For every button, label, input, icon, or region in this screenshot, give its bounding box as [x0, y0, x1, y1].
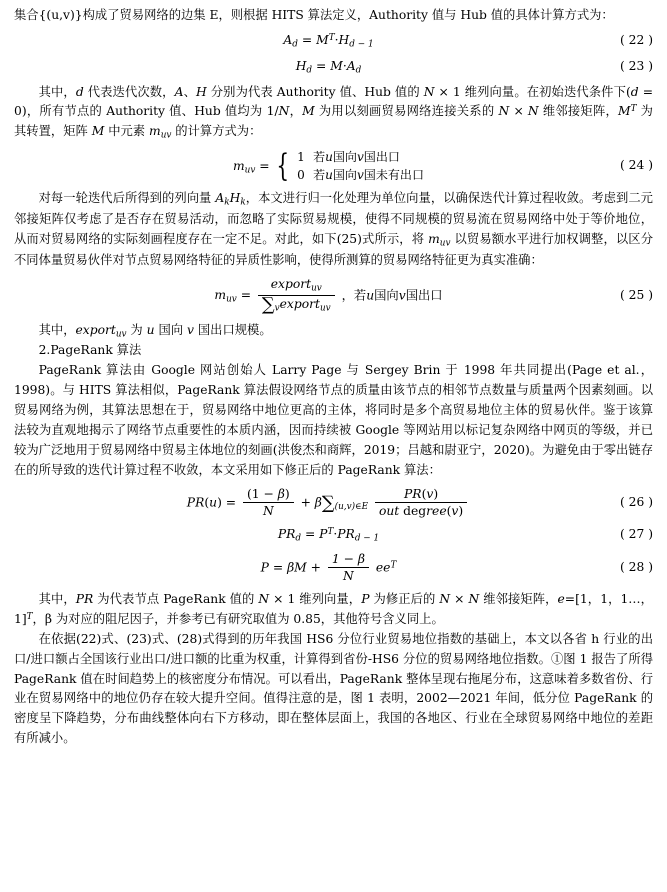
equation-24-number: ( 24 ) — [619, 158, 653, 173]
equation-26 — [14, 486, 653, 520]
paragraph-export-note: 其中，export$_{uv}$ 为 u 国向 v 国出口规模。 — [38, 322, 272, 340]
equation-27-number: ( 27 ) — [619, 527, 653, 542]
equation-24-case2-cond: 若u国向v国未有出口 — [313, 168, 425, 183]
paragraph-intro: 集合{(u,v)}构成了贸易网络的边集 E，则根据 HITS 算法定义，Authority 值与 Hub 值的具体计算方式为： — [14, 8, 614, 22]
equation-28-number: ( 28 ) — [619, 559, 653, 574]
equation-22-body: $A_d = M^T\cdot H_{d - 1}$ — [283, 32, 374, 50]
equation-24-case1-value: 1 — [297, 150, 305, 165]
paragraph-index-construction: 在依据(22)式、(23)式、(28)式得到的历年我国 HS6 分位行业贸易地位指数的基础上，本文以各省 h 行业的出口/进口额占全国该行业出口/进口额的比重为权重，计算得到省份-HS6 分位的贸易网络地位指数。①图 1 报告了所得 PageRank 值在时间趋势上的核密度分布情况。可以看出，PageRank 整体呈现右拖尾分布，这意味着多数省份、行业在贸易网络中的地位仍存在较大提升空间。值得注意的是，图 1 表明，2002—2021 年间，低分位 PageRank 的密度呈下降趋势，分布曲线整体向右下方移动，即在整体层面上，我国的各地区、行业在全球贸易网络中地位的差距有所减小。 — [14, 631, 653, 746]
equation-27-body: $PR_d = P^T\cdot PR_{d - 1}$ — [277, 526, 380, 544]
equation-23-number: ( 23 ) — [619, 59, 653, 74]
paragraph-pagerank-notation: 其中，PR 为代表节点 PageRank 值的 N × 1 维列向量，P 为修正后的 N × N 维邻接矩阵，e=[1，1，1…，1]$^T$，β 为对应的阻尼因子，并参考已有研究取值为 0.85，其他符号含义同上。 — [14, 591, 653, 626]
equation-25-fraction — [258, 276, 335, 316]
equation-25-number: ( 25 ) — [619, 287, 653, 302]
equation-25-condition: ，若u国向v国出口 — [341, 288, 443, 303]
equation-23-body: $H_d = M\cdot A_d$ — [295, 58, 362, 76]
section-title-pagerank: 2.PageRank 算法 — [38, 343, 142, 358]
equation-24 — [14, 148, 653, 184]
equation-28-body: P = βM + $\frac{1 - \beta}{N}$ $ee^T$ — [260, 551, 397, 584]
equation-26-number: ( 26 ) — [619, 494, 653, 509]
equation-22 — [14, 31, 653, 52]
equation-24-body: $m_{uv}$ = { 1 若u国向v国出口 0 若u国向v国未有出口 — [232, 148, 425, 184]
paragraph-hits-explain: 其中，d 代表迭代次数，A、H 分别为代表 Authority 值、Hub 值的 N × 1 维列向量。在初始迭代条件下(d = 0)，所有节点的 Authority 值、Hub 值均为 1/N，M 为用以刻画贸易网络连接关系的 N × N 维邻接矩阵，$M^T$ 为其转置，矩阵 M 中元素 $m_{uv}$ 的计算方式为： — [14, 84, 653, 141]
equation-25-numerator: export$_{uv}$ — [258, 276, 335, 296]
equation-27 — [14, 525, 653, 546]
paragraph-normalization: 对每一轮迭代后所得到的列向量 $A_kH_k$，本文进行归一化处理为单位向量，以确保迭代计算过程收敛。考虑到二元邻接矩阵仅考虑了是否存在贸易活动，而忽略了实际贸易规模，使得不同规模的贸易流在贸易网络中处于等价地位，从而对贸易网络的实际刻画程度存在一定不足。对此，如下(25)式所示，将 $m_{uv}$ 以贸易额水平进行加权调整，以区分不同体量贸易伙伴对节点贸易网络特征的异质性影响，使得所测算的贸易网络特征更为真实准确： — [14, 191, 653, 267]
equation-23 — [14, 57, 653, 78]
equation-28 — [14, 551, 653, 585]
equation-24-case2-value: 0 — [297, 168, 305, 183]
paragraph-pagerank-intro: PageRank 算法由 Google 网站创始人 Larry Page 与 Sergey Brin 于 1998 年共同提出(Page et al.，1998)。与 HITS 算法相似，PageRank 算法假设网络节点的质量由该节点的相邻节点数量与质量两个因素刻画。以贸易网络为例，其算法思想在于，贸易网络中地位更高的主体，将同时是多个高贸易地位主体的贸易伙伴。鉴于该算法较为直观地揭示了网络节点重要性的本质内涵，因而持续被 Google 等网站用以标记复杂网络中网页的等级，并已较为广泛地用于贸易网络中贸易主体地位的刻画(洪俊杰和商辉，2019；吕越和尉亚宁，2020)。为避免由于零出链存在的所导致的迭代计算过程不收敛，本文采用如下修正后的 PageRank 算法： — [14, 363, 653, 477]
equation-25-body: $m_{uv}$ = $\frac{export_{uv}}{\sum_vexport_{uv}}$ ，若u国向v国出口 — [214, 276, 443, 316]
equation-25-denominator: $\sum_vexport_{uv}$ — [261, 294, 331, 316]
equation-22-number: ( 22 ) — [619, 33, 653, 48]
equation-25 — [14, 276, 653, 316]
equation-26-body: PR(u) = $\frac{(1 - \beta)}{N}$ + $\beta\sum_{(u,v)\in E}$ $\frac{PR(v)}{\text{out degree(v)}}$ — [68, 486, 589, 520]
case-brace: { — [276, 148, 290, 184]
equation-24-case1-cond: 若u国向v国出口 — [313, 150, 400, 165]
